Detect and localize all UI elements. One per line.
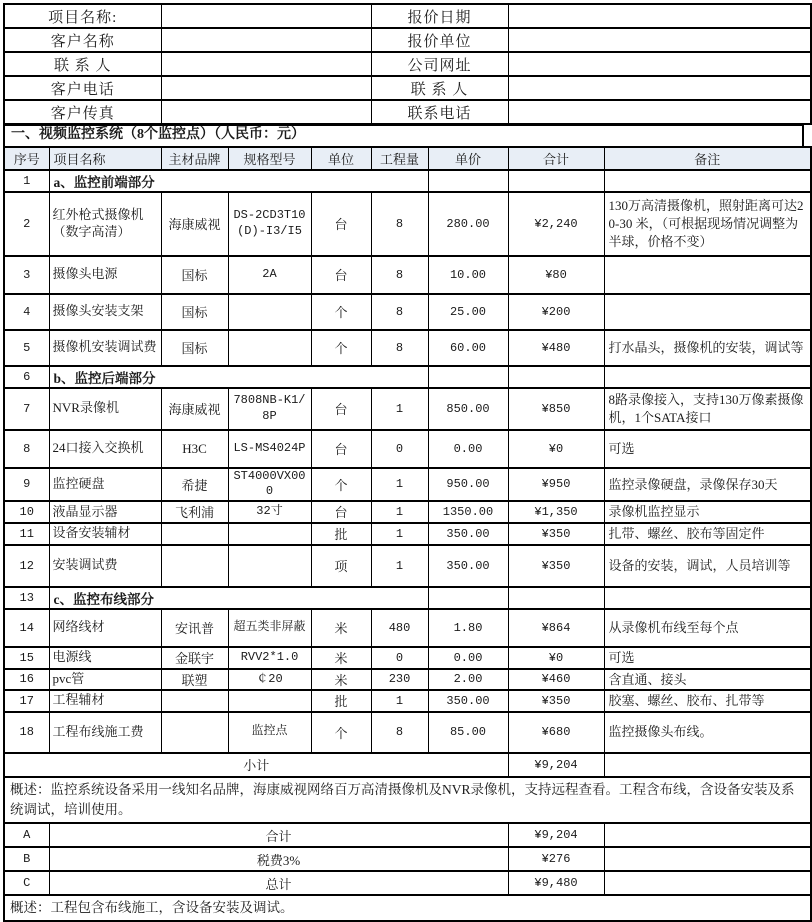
info-label-right: 联系电话 (371, 100, 508, 124)
item-note: 打水晶头，摄像机的安装，调试等 (604, 330, 811, 366)
item-qty: 230 (371, 669, 428, 691)
grand-total-row (4, 823, 811, 847)
row-number: 18 (4, 712, 49, 753)
item-total: ¥2,240 (508, 192, 604, 256)
item-model: 32寸 (228, 501, 311, 523)
row-number: 17 (4, 690, 49, 712)
item-model: 2A (228, 256, 311, 294)
item-unit: 台 (311, 192, 371, 256)
item-row (4, 545, 811, 587)
empty-price-cell (428, 366, 508, 388)
empty-total-cell (508, 170, 604, 192)
items-table (3, 146, 812, 922)
item-note: 胶塞、螺丝、胶布、扎带等 (604, 690, 811, 712)
item-note: 含直通、接头 (604, 669, 811, 691)
item-model (228, 523, 311, 545)
item-total: ¥350 (508, 690, 604, 712)
section-name: a、监控前端部分 (49, 170, 428, 192)
item-price: 0.00 (428, 430, 508, 468)
item-total: ¥350 (508, 523, 604, 545)
total-label: 总计 (49, 871, 508, 895)
item-qty: 480 (371, 609, 428, 647)
item-brand (161, 712, 228, 753)
item-model (228, 330, 311, 366)
item-brand: 海康威视 (161, 388, 228, 430)
total-letter: B (4, 847, 49, 871)
empty-note-cell (604, 871, 811, 895)
item-model: DS-2CD3T10(D)-I3/I5 (228, 192, 311, 256)
system-section-title: 一、视频监控系统（8个监控点）（人民币：元） (3, 123, 804, 148)
item-name: 电源线 (49, 647, 161, 669)
item-unit: 批 (311, 523, 371, 545)
summary-text: 概述：工程包含布线施工，含设备安装及调试。 (4, 895, 811, 921)
total-value: ¥9,480 (508, 871, 604, 895)
total-label: 合计 (49, 823, 508, 847)
info-row (4, 100, 811, 124)
row-number: 7 (4, 388, 49, 430)
item-row (4, 430, 811, 468)
column-header-5: 单位 (311, 147, 371, 170)
column-header-2: 项目名称 (49, 147, 161, 170)
total-value: ¥9,204 (508, 823, 604, 847)
item-price: 350.00 (428, 690, 508, 712)
item-model: ￠20 (228, 669, 311, 691)
info-label-right: 公司网址 (371, 52, 508, 76)
info-row (4, 76, 811, 100)
info-value-right (508, 52, 811, 76)
item-name: 工程辅材 (49, 690, 161, 712)
info-value-left (161, 76, 371, 100)
item-total: ¥850 (508, 388, 604, 430)
item-qty: 8 (371, 712, 428, 753)
item-price: 60.00 (428, 330, 508, 366)
item-note: 监控录像硬盘，录像保存30天 (604, 468, 811, 501)
section-row (4, 170, 811, 192)
info-value-right (508, 76, 811, 100)
item-name: 摄像头电源 (49, 256, 161, 294)
item-qty: 0 (371, 430, 428, 468)
empty-note-cell (604, 170, 811, 192)
subtotal-label: 小计 (4, 753, 508, 777)
item-unit: 个 (311, 712, 371, 753)
item-name: 工程布线施工费 (49, 712, 161, 753)
item-note: 可选 (604, 647, 811, 669)
info-value-right (508, 4, 811, 28)
row-number: 12 (4, 545, 49, 587)
item-unit: 米 (311, 669, 371, 691)
item-price: 350.00 (428, 523, 508, 545)
row-number: 15 (4, 647, 49, 669)
item-total: ¥864 (508, 609, 604, 647)
item-unit: 个 (311, 330, 371, 366)
row-number: 4 (4, 294, 49, 330)
total-value: ¥276 (508, 847, 604, 871)
item-price: 25.00 (428, 294, 508, 330)
item-note: 130万高清摄像机，照射距离可达20-30 米，（可根据现场情况调整为半球，价格不变） (604, 192, 811, 256)
item-model: 超五类非屏蔽 (228, 609, 311, 647)
empty-note-cell (604, 847, 811, 871)
section-row (4, 587, 811, 609)
summary-row (4, 777, 811, 824)
item-qty: 8 (371, 294, 428, 330)
section-row (4, 366, 811, 388)
item-unit: 台 (311, 388, 371, 430)
info-value-right (508, 28, 811, 52)
item-row (4, 669, 811, 691)
item-unit: 米 (311, 647, 371, 669)
row-number: 14 (4, 609, 49, 647)
item-qty: 1 (371, 523, 428, 545)
total-letter: C (4, 871, 49, 895)
empty-note-cell (604, 753, 811, 777)
item-row (4, 330, 811, 366)
info-label-left: 项目名称: (4, 4, 161, 28)
total-label: 税费3% (49, 847, 508, 871)
item-model: LS-MS4024P (228, 430, 311, 468)
item-price: 350.00 (428, 545, 508, 587)
item-name: 网络线材 (49, 609, 161, 647)
item-model: 监控点 (228, 712, 311, 753)
total-letter: A (4, 823, 49, 847)
empty-price-cell (428, 587, 508, 609)
section-name: c、监控布线部分 (49, 587, 428, 609)
info-value-left (161, 52, 371, 76)
item-row (4, 647, 811, 669)
item-unit: 个 (311, 294, 371, 330)
info-label-left: 客户电话 (4, 76, 161, 100)
item-note: 设备的安装，调试，人员培训等 (604, 545, 811, 587)
info-value-right (508, 100, 811, 124)
item-row (4, 192, 811, 256)
row-number: 2 (4, 192, 49, 256)
item-name: 液晶显示器 (49, 501, 161, 523)
item-note: 8路录像接入，支持130万像素摄像机，1个SATA接口 (604, 388, 811, 430)
item-name: pvc管 (49, 669, 161, 691)
summary-text: 概述：监控系统设备采用一线知名品牌，海康威视网络百万高清摄像机及NVR录像机，支持远程查看。工程含布线，含设备安装及系统调试，培训使用。 (4, 777, 811, 824)
item-name: 安装调试费 (49, 545, 161, 587)
item-row (4, 256, 811, 294)
item-row (4, 501, 811, 523)
subtotal-row (4, 753, 811, 777)
item-model: ST4000VX000 (228, 468, 311, 501)
column-header-9: 备注 (604, 147, 811, 170)
info-label-right: 联 系 人 (371, 76, 508, 100)
item-brand: H3C (161, 430, 228, 468)
item-qty: 1 (371, 501, 428, 523)
item-total: ¥950 (508, 468, 604, 501)
info-label-right: 报价单位 (371, 28, 508, 52)
item-qty: 1 (371, 545, 428, 587)
empty-note-cell (604, 823, 811, 847)
info-row (4, 4, 811, 28)
item-note: 扎带、螺丝、胶布等固定件 (604, 523, 811, 545)
item-unit: 台 (311, 256, 371, 294)
item-qty: 8 (371, 256, 428, 294)
item-name: NVR录像机 (49, 388, 161, 430)
item-price: 280.00 (428, 192, 508, 256)
empty-note-cell (604, 587, 811, 609)
item-price: 0.00 (428, 647, 508, 669)
info-value-left (161, 100, 371, 124)
column-header-8: 合计 (508, 147, 604, 170)
item-total: ¥0 (508, 647, 604, 669)
row-number: 9 (4, 468, 49, 501)
item-row (4, 388, 811, 430)
grand-total-row (4, 847, 811, 871)
item-model (228, 545, 311, 587)
subtotal-value: ¥9,204 (508, 753, 604, 777)
item-total: ¥680 (508, 712, 604, 753)
item-note: 可选 (604, 430, 811, 468)
item-model (228, 294, 311, 330)
item-total: ¥350 (508, 545, 604, 587)
item-unit: 项 (311, 545, 371, 587)
item-row (4, 712, 811, 753)
item-row (4, 468, 811, 501)
empty-total-cell (508, 587, 604, 609)
item-qty: 8 (371, 192, 428, 256)
info-label-left: 客户传真 (4, 100, 161, 124)
summary-row (4, 895, 811, 921)
item-qty: 1 (371, 690, 428, 712)
item-note: 从录像机布线至每个点 (604, 609, 811, 647)
item-price: 1350.00 (428, 501, 508, 523)
item-name: 监控硬盘 (49, 468, 161, 501)
item-model: RVV2*1.0 (228, 647, 311, 669)
row-number: 13 (4, 587, 49, 609)
item-price: 950.00 (428, 468, 508, 501)
item-note (604, 294, 811, 330)
column-header-4: 规格型号 (228, 147, 311, 170)
item-name: 设备安装辅材 (49, 523, 161, 545)
info-label-left: 客户名称 (4, 28, 161, 52)
row-number: 11 (4, 523, 49, 545)
empty-note-cell (604, 366, 811, 388)
item-total: ¥0 (508, 430, 604, 468)
item-model: 7808NB-K1/8P (228, 388, 311, 430)
item-qty: 1 (371, 388, 428, 430)
item-name: 摄像机安装调试费 (49, 330, 161, 366)
info-row (4, 52, 811, 76)
item-brand (161, 523, 228, 545)
item-price: 85.00 (428, 712, 508, 753)
item-total: ¥460 (508, 669, 604, 691)
item-unit: 台 (311, 501, 371, 523)
empty-total-cell (508, 366, 604, 388)
item-brand: 联塑 (161, 669, 228, 691)
item-note (604, 256, 811, 294)
column-header-1: 序号 (4, 147, 49, 170)
item-name: 摄像头安装支架 (49, 294, 161, 330)
column-header-7: 单价 (428, 147, 508, 170)
item-note: 监控摄像头布线。 (604, 712, 811, 753)
item-brand: 国标 (161, 256, 228, 294)
item-unit: 米 (311, 609, 371, 647)
row-number: 5 (4, 330, 49, 366)
item-brand: 海康威视 (161, 192, 228, 256)
item-name: 24口接入交换机 (49, 430, 161, 468)
item-price: 850.00 (428, 388, 508, 430)
item-brand: 希捷 (161, 468, 228, 501)
item-brand: 国标 (161, 294, 228, 330)
item-model (228, 690, 311, 712)
row-number: 1 (4, 170, 49, 192)
grand-total-row (4, 871, 811, 895)
item-name: 红外枪式摄像机（数字高清） (49, 192, 161, 256)
row-number: 6 (4, 366, 49, 388)
item-row (4, 609, 811, 647)
column-header-3: 主材品牌 (161, 147, 228, 170)
contact-info-table (3, 3, 812, 125)
section-name: b、监控后端部分 (49, 366, 428, 388)
item-note: 录像机监控显示 (604, 501, 811, 523)
column-header-6: 工程量 (371, 147, 428, 170)
item-unit: 批 (311, 690, 371, 712)
item-unit: 个 (311, 468, 371, 501)
info-label-left: 联 系 人 (4, 52, 161, 76)
item-brand: 飞利浦 (161, 501, 228, 523)
table-header-row (4, 147, 811, 170)
item-price: 10.00 (428, 256, 508, 294)
row-number: 8 (4, 430, 49, 468)
item-brand (161, 545, 228, 587)
item-price: 1.80 (428, 609, 508, 647)
item-total: ¥80 (508, 256, 604, 294)
info-value-left (161, 28, 371, 52)
item-row (4, 690, 811, 712)
item-brand: 安讯普 (161, 609, 228, 647)
info-value-left (161, 4, 371, 28)
empty-price-cell (428, 170, 508, 192)
item-total: ¥1,350 (508, 501, 604, 523)
item-qty: 0 (371, 647, 428, 669)
row-number: 3 (4, 256, 49, 294)
item-total: ¥200 (508, 294, 604, 330)
info-label-right: 报价日期 (371, 4, 508, 28)
item-row (4, 294, 811, 330)
info-row (4, 28, 811, 52)
item-row (4, 523, 811, 545)
item-qty: 8 (371, 330, 428, 366)
item-brand (161, 690, 228, 712)
item-total: ¥480 (508, 330, 604, 366)
item-price: 2.00 (428, 669, 508, 691)
row-number: 16 (4, 669, 49, 691)
item-brand: 国标 (161, 330, 228, 366)
item-qty: 1 (371, 468, 428, 501)
item-unit: 台 (311, 430, 371, 468)
item-brand: 金联宇 (161, 647, 228, 669)
row-number: 10 (4, 501, 49, 523)
